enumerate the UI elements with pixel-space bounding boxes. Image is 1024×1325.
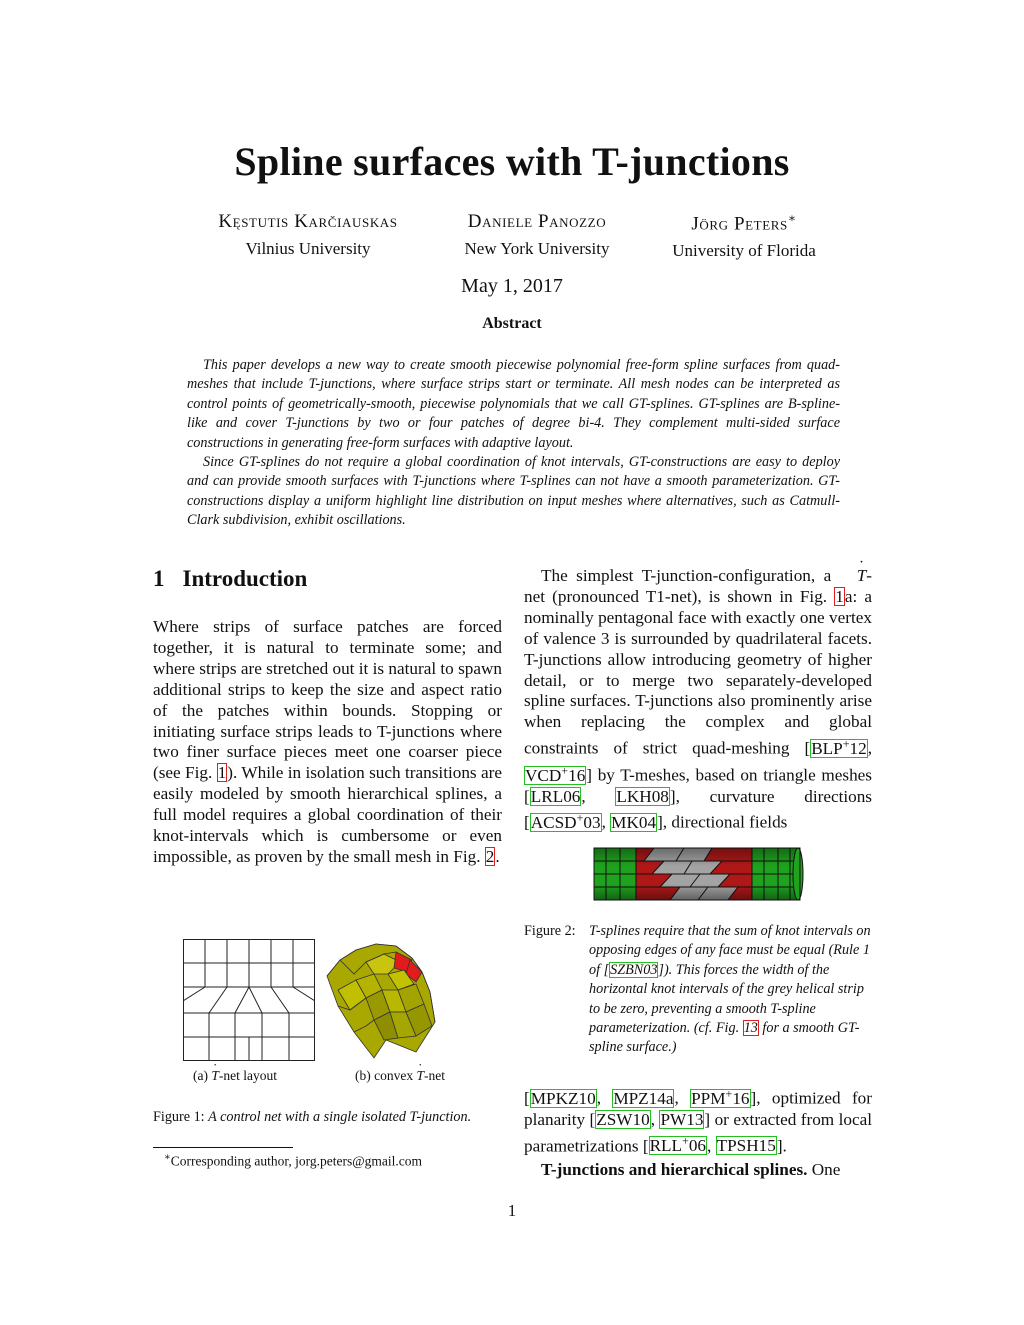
body-text: , xyxy=(867,738,872,758)
citation-link[interactable]: SZBN03 xyxy=(610,961,658,978)
author-affiliation: University of Florida xyxy=(672,241,816,261)
citation-plus: + xyxy=(576,810,584,825)
tnet-symbol: ˙ T xyxy=(416,1068,424,1084)
body-text: , xyxy=(596,1088,613,1108)
citation-link[interactable]: ACSD+03 xyxy=(530,810,601,833)
body-text: ]. xyxy=(776,1136,787,1156)
figure-2-caption xyxy=(524,922,874,1058)
abstract-body xyxy=(187,356,840,531)
figure-label: Figure 2: xyxy=(524,923,576,939)
author-name xyxy=(655,211,833,235)
subcaption-text: (b) convex xyxy=(355,1068,417,1083)
abstract-heading: Abstract xyxy=(482,315,542,332)
citation-link[interactable]: MPKZ10 xyxy=(530,1088,596,1108)
paragraph-lead-heading: T-junctions and hierarchical splines. xyxy=(541,1160,808,1180)
body-text: , xyxy=(707,1136,716,1156)
citation-link[interactable]: ZSW10 xyxy=(596,1109,650,1129)
intro-paragraph-right-continued xyxy=(524,1083,872,1181)
body-text: , xyxy=(650,1109,660,1129)
body-text: -net (pronounced T1-net), is shown in Fig. xyxy=(524,566,872,606)
author-name: Daniele Panozzo xyxy=(467,211,607,232)
citation-link[interactable]: VCD+16 xyxy=(525,762,586,785)
body-text: . xyxy=(495,846,500,866)
caption-text: for a smooth GT-spline surface.) xyxy=(589,1020,860,1056)
citation-link[interactable]: PW13 xyxy=(660,1109,704,1129)
author-affiliation: New York University xyxy=(464,239,610,258)
section-number: 1 xyxy=(153,566,165,591)
body-text: ). While in isolation such transitions are easily modeled by smooth hierarchical splines, a full model requires a global coordination of their knot-intervals which is cumbersome or even impossible, as proven by the small mesh in Fig. xyxy=(153,763,502,866)
figure-ref-link[interactable]: 2 xyxy=(485,846,495,866)
citation-plus: + xyxy=(725,1086,733,1100)
paper-title: Spline surfaces with T-junctions xyxy=(234,139,790,184)
citation-link[interactable]: MK04 xyxy=(611,813,657,833)
caption-text: T-splines require that the sum of knot intervals on opposing edges of any face must be equal (Rule 1 of [ xyxy=(589,923,871,978)
tube-end-cap xyxy=(793,848,803,900)
body-text: The simplest T-junction-configuration, a xyxy=(541,566,840,585)
body-text: ], directional fields xyxy=(657,813,788,833)
footnote xyxy=(164,1152,422,1170)
footnote-rule xyxy=(153,1147,293,1148)
citation-link[interactable]: PPM+16 xyxy=(691,1086,750,1108)
intro-paragraph-left xyxy=(153,617,502,868)
author-name: Kęstutis Karčiauskas xyxy=(218,211,398,232)
subcaption-text: (a) xyxy=(193,1068,212,1083)
citation-plus: + xyxy=(561,762,569,777)
figure-1b-convex-surface xyxy=(326,940,436,1060)
citation-link[interactable]: LKH08 xyxy=(616,786,669,806)
body-text: One xyxy=(807,1160,841,1180)
citation-plus: + xyxy=(682,1133,689,1148)
citation-link[interactable]: MPZ14a xyxy=(613,1088,674,1108)
figure-1a-tnet-layout xyxy=(183,939,315,1061)
footnote-mark: ∗ xyxy=(164,1152,171,1163)
author-name-text: Jörg Peters xyxy=(691,213,788,235)
abstract-paragraph: Since GT-splines do not require a global coordination of knot intervals, GT-constructions are easy to deploy and can provide smooth surfaces with T-junctions where T-splines can not have a smooth parameterization. GT-constructions display a uniform highlight line distribution on input meshes where alternatives, such as Catmull-Clark subdivision, exhibit oscillations. xyxy=(187,454,840,529)
body-text: ] by T-meshes, based on triangle meshes [ xyxy=(524,765,872,806)
figure-ref-link[interactable]: 1 xyxy=(217,763,227,783)
figure-label: Figure 1: xyxy=(153,1109,205,1125)
citation-link[interactable]: LRL06 xyxy=(530,786,581,806)
caption-text: ]). This forces the width of the horizontal knot intervals of the grey helical strip to be zero, preventing a smooth T-spline parameterization. (cf. Fig. xyxy=(589,961,864,1037)
body-text: ], curvature directions [ xyxy=(524,786,872,833)
author-block-1 xyxy=(198,211,418,259)
figure-ref-link[interactable]: 1 xyxy=(835,586,844,606)
figure-1-caption xyxy=(153,1108,471,1127)
corresponding-mark: ∗ xyxy=(787,211,797,225)
citation-link[interactable]: RLL+06 xyxy=(649,1133,707,1156)
body-text: Where strips of surface patches are forced together, it is natural to terminate some; and where strips are stretched out it is natural to spawn additional strips to keep the size and aspect ratio of the patches within bounds. Stopping or initiating surface strips leads to T-junctions where two finer surface pieces meet one coarser piece (see Fig. xyxy=(153,617,502,783)
body-text: ], optimized for planarity [ xyxy=(524,1088,872,1129)
figure-1a-subcaption xyxy=(193,1068,277,1084)
body-text: a: a nominally pentagonal face with exactly one vertex of valence 3 is surrounded by quadrilateral facets. T-junctions allow introducing geometry of higher detail, or to merge two separately-developed spline surfaces. T-junctions also prominently arise when replacing the complex and global constraints of strict quad-meshing [ xyxy=(524,586,872,758)
body-text: , xyxy=(674,1088,691,1108)
body-text: [ xyxy=(524,1088,530,1108)
tnet-symbol: ˙ T xyxy=(840,566,867,587)
abstract-paragraph: This paper develops a new way to create smooth piecewise polynomial free-form spline surfaces from quad-meshes that include T-junctions, where surface strips start or terminate. All mesh nodes can be interpreted as control points of geometrically-smooth, piecewise polynomials that we call GT-splines. GT-splines are B-spline-like and cover T-junctions by two or four patches of degree bi-4. They complement multi-sided surface constructions in generating free-form surfaces with adaptive layout. xyxy=(187,357,840,451)
body-text: , xyxy=(601,813,611,833)
figure-caption-text xyxy=(589,922,874,1058)
body-text: , xyxy=(581,786,616,806)
page-number: 1 xyxy=(507,1201,517,1220)
subcaption-text: -net layout xyxy=(218,1068,277,1083)
author-block-3 xyxy=(655,211,833,261)
author-affiliation: Vilnius University xyxy=(245,239,371,258)
subcaption-text: -net xyxy=(424,1068,445,1083)
figure-1b-subcaption xyxy=(355,1068,445,1084)
author-block-2 xyxy=(432,211,642,259)
section-title: Introduction xyxy=(182,566,308,591)
citation-link[interactable]: TPSH15 xyxy=(716,1136,776,1156)
tnet-symbol: ˙ T xyxy=(211,1068,219,1084)
figure-ref-link[interactable]: 13 xyxy=(743,1020,758,1037)
body-text: ] or extracted from local parametrizations [ xyxy=(524,1109,872,1156)
figure-2-tube-image xyxy=(592,845,804,903)
paper-date: May 1, 2017 xyxy=(461,275,563,297)
figure-caption-text: A control net with a single isolated T-junction. xyxy=(208,1109,472,1125)
footnote-text: Corresponding author, jorg.peters@gmail.com xyxy=(170,1153,423,1169)
citation-link[interactable]: BLP+12 xyxy=(811,736,867,758)
intro-paragraph-right xyxy=(524,566,872,834)
citation-plus: + xyxy=(842,736,850,751)
section-heading xyxy=(153,566,307,592)
